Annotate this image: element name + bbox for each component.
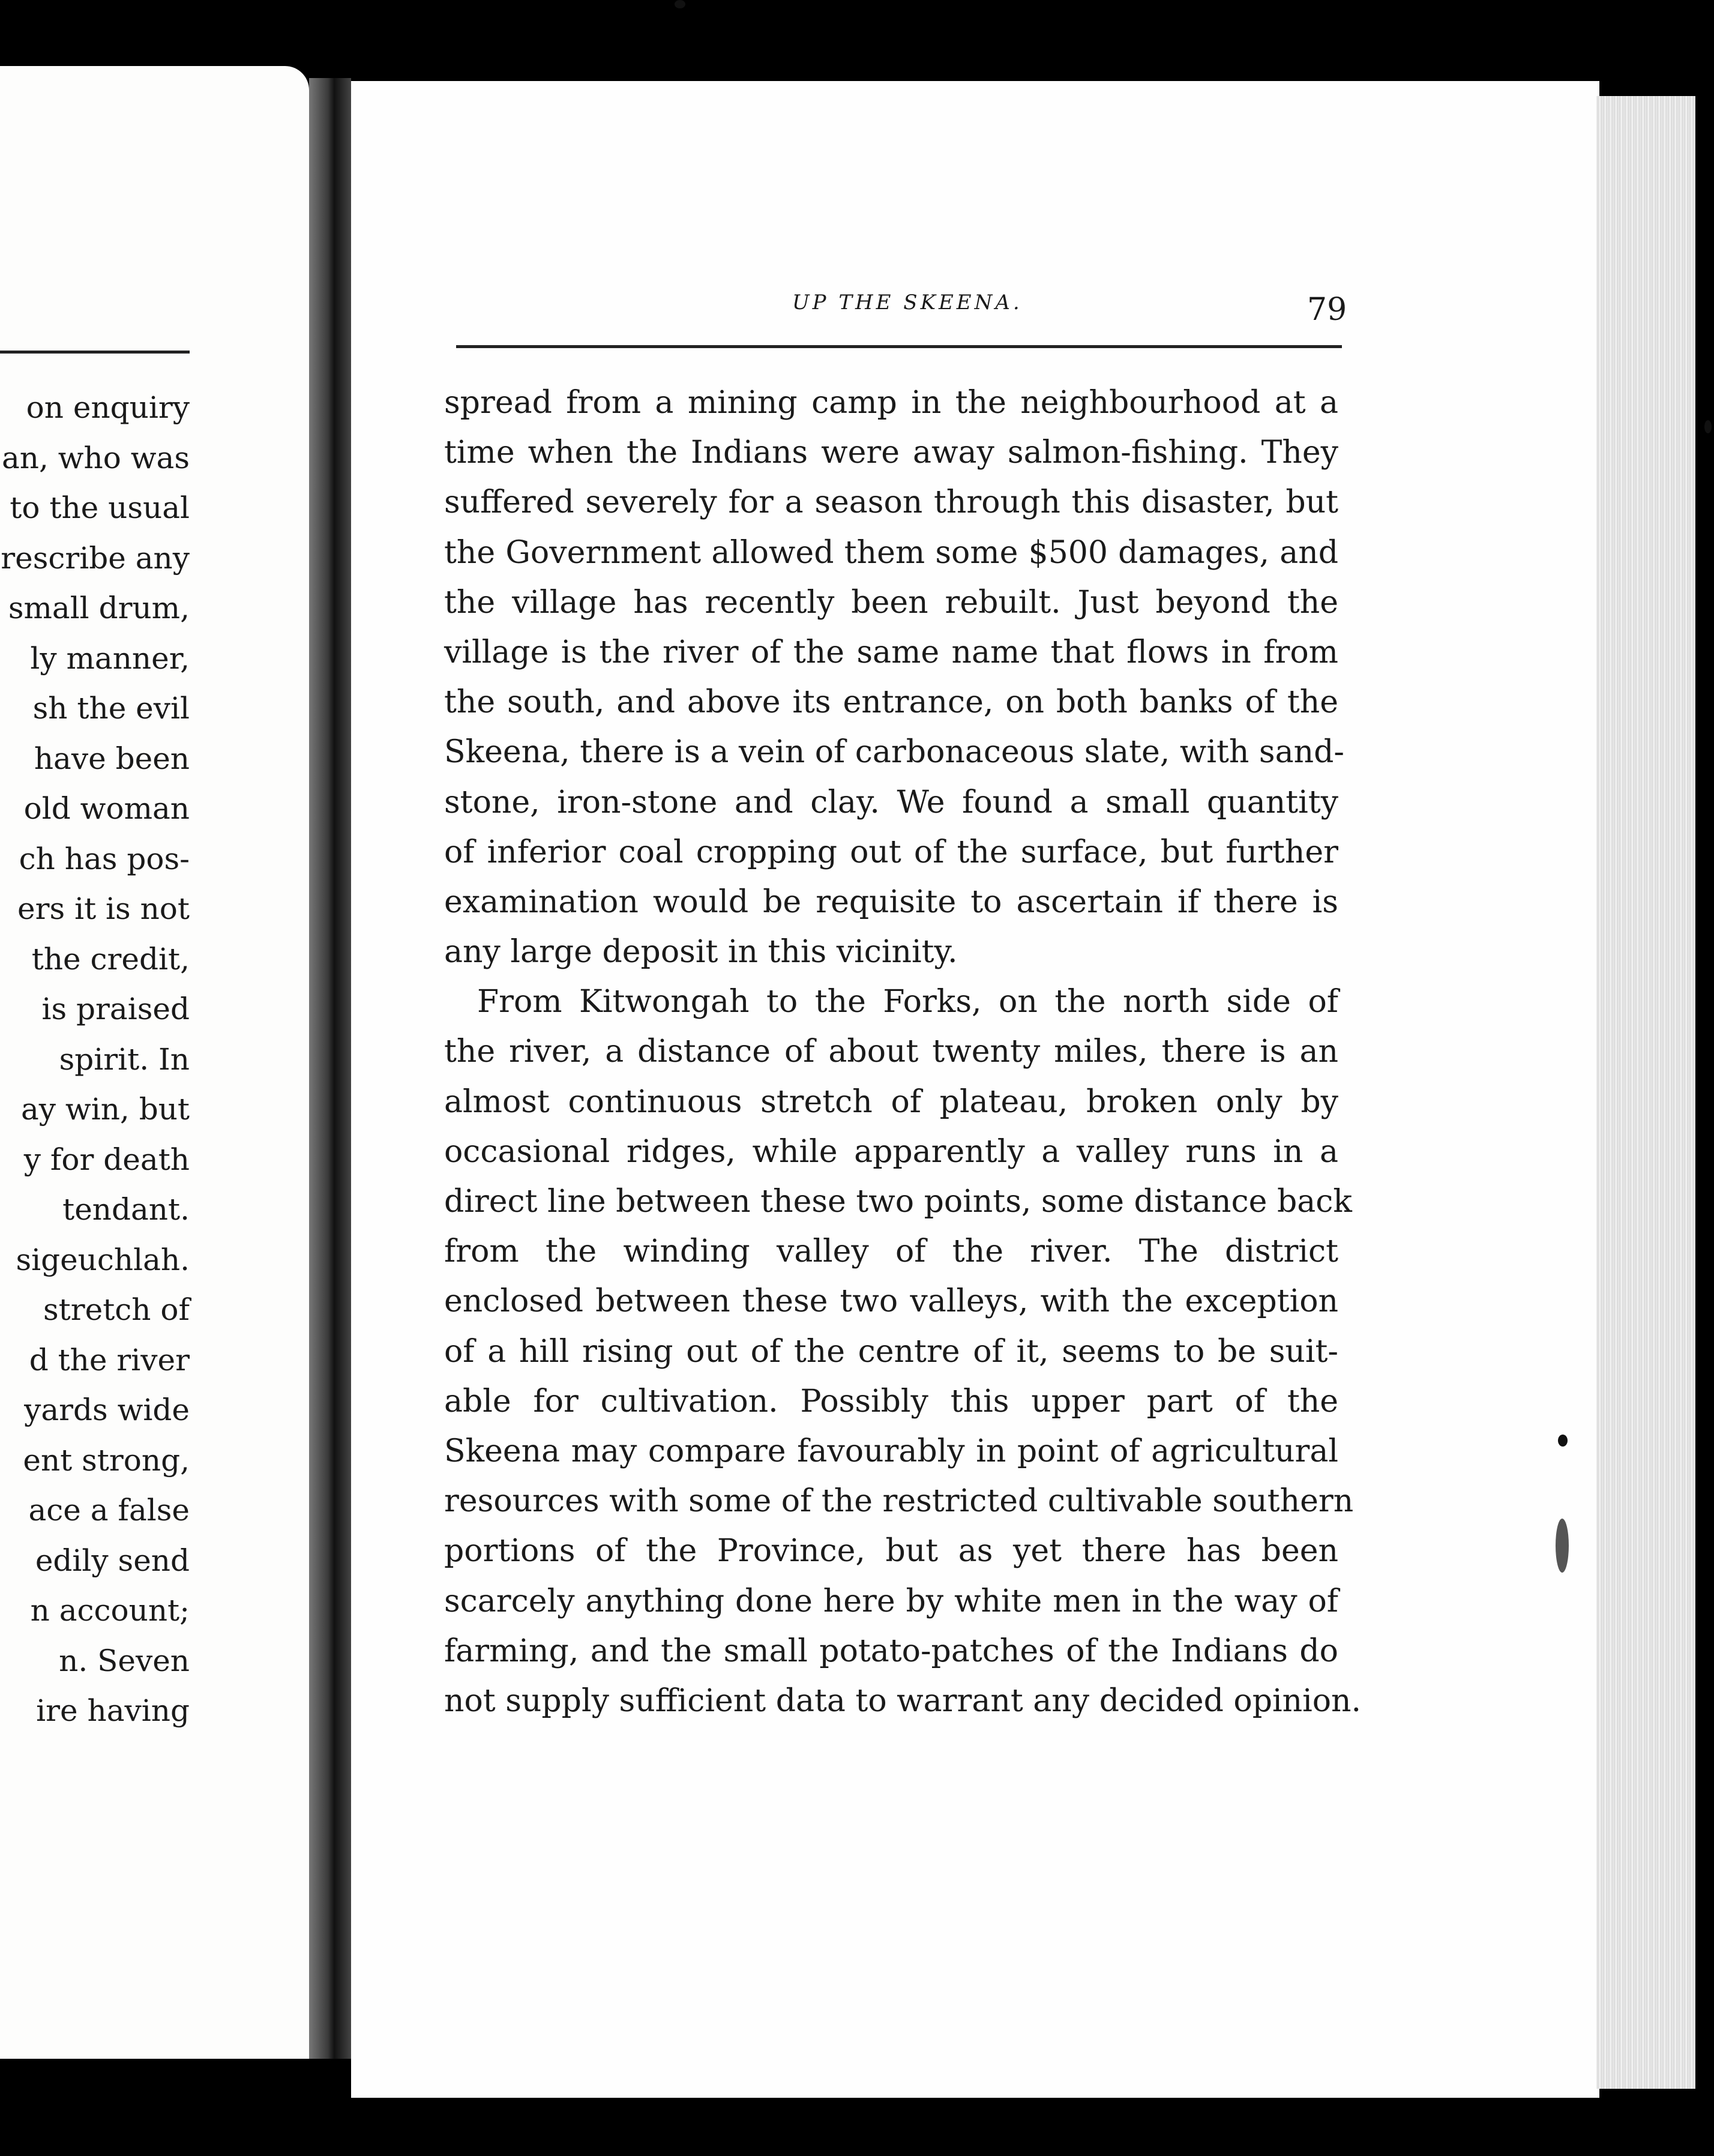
- text-line: the river, a distance of about twenty miles, there is an: [444, 1034, 1338, 1070]
- left-page-line: sh the evil: [32, 691, 190, 726]
- text-line: village is the river of the same name that flows in from: [444, 634, 1338, 670]
- left-page-line: is praised: [41, 992, 190, 1026]
- text-line: of a hill rising out of the centre of it, seems to be suit-: [444, 1333, 1338, 1370]
- text-line: the Government allowed them some $500 damages, and: [444, 534, 1338, 571]
- left-page-line: ace a false: [28, 1493, 190, 1528]
- left-page-line: on enquiry: [26, 390, 190, 425]
- text-line: spread from a mining camp in the neighbourhood at a: [444, 385, 1338, 421]
- left-page-line: sigeuchlah.: [16, 1242, 190, 1277]
- text-line: direct line between these two points, some distance back: [444, 1184, 1352, 1220]
- left-page-line: ch has pos-: [19, 841, 190, 876]
- page-edges: [1596, 96, 1695, 2089]
- text-line: the village has recently been rebuilt. Just beyond the: [444, 584, 1338, 621]
- text-line: time when the Indians were away salmon-fishing. They: [444, 435, 1338, 471]
- running-head: UP THE SKEENA.: [792, 291, 1023, 315]
- left-page-line: n account;: [30, 1593, 190, 1628]
- text-line: resources with some of the restricted cultivable southern: [444, 1483, 1354, 1520]
- text-line: not supply sufficient data to warrant any decided opinion.: [444, 1682, 1362, 1719]
- ink-speck: [675, 0, 685, 8]
- text-line: From Kitwongah to the Forks, on the north side of: [477, 984, 1338, 1020]
- page-number: 79: [1307, 292, 1347, 328]
- text-line: farming, and the small potato-patches of the Indians do: [444, 1633, 1338, 1669]
- left-page-line: have been: [34, 741, 190, 776]
- left-page-line: yards wide: [24, 1393, 190, 1427]
- left-page-line: ent strong,: [23, 1442, 190, 1478]
- text-line: Skeena may compare favourably in point of agricultural: [444, 1433, 1338, 1469]
- text-line: enclosed between these two valleys, with the exception: [444, 1283, 1338, 1320]
- left-page-line: n. Seven: [59, 1643, 190, 1678]
- text-line: suffered severely for a season through this disaster, but: [444, 484, 1338, 521]
- left-page-line: ly manner,: [30, 640, 190, 676]
- header-rule: [456, 345, 1342, 348]
- text-line: portions of the Province, but as yet there has been: [444, 1533, 1338, 1570]
- text-line: of inferior coal cropping out of the surface, but further: [444, 834, 1338, 870]
- paragraph: [444, 977, 1362, 1726]
- left-page-line: old woman: [23, 791, 190, 826]
- text-line: any large deposit in this vicinity.: [444, 934, 958, 971]
- left-page-header-rule: [0, 351, 190, 354]
- ink-speck: [1556, 1519, 1569, 1573]
- left-page-line: stretch of: [43, 1292, 190, 1327]
- left-page-line: the credit,: [31, 941, 190, 977]
- left-page-line: ire having: [36, 1693, 190, 1728]
- left-page-line: spirit. In: [59, 1041, 190, 1077]
- text-line: the south, and above its entrance, on both banks of the: [444, 684, 1338, 721]
- left-page-line: an, who was: [1, 440, 190, 475]
- left-page-line: d the river: [29, 1342, 190, 1378]
- left-page-text: [0, 383, 190, 1736]
- text-line: almost continuous stretch of plateau, broken only by: [444, 1083, 1338, 1120]
- text-line: scarcely anything done here by white men in the way of: [444, 1583, 1338, 1619]
- book-gutter: [309, 78, 351, 2059]
- left-page-line: y for death: [23, 1142, 190, 1177]
- paragraph: [444, 378, 1344, 977]
- left-page-line: ay win, but: [20, 1092, 190, 1127]
- left-page-line: tendant.: [62, 1192, 190, 1227]
- text-line: Skeena, there is a vein of carbonaceous slate, with sand-: [444, 734, 1344, 771]
- body-text: [444, 378, 1362, 1726]
- left-page-line: rescribe any: [1, 540, 190, 576]
- left-page-line: ers it is not: [17, 891, 190, 926]
- ink-speck: [1558, 1435, 1568, 1447]
- text-line: occasional ridges, while apparently a valley runs in a: [444, 1133, 1338, 1170]
- left-page-line: edily send: [35, 1543, 190, 1578]
- text-line: able for cultivation. Possibly this upper part of the: [444, 1383, 1338, 1420]
- text-line: stone, iron-stone and clay. We found a small quantity: [444, 784, 1338, 821]
- ink-speck: [1704, 420, 1712, 433]
- text-line: examination would be requisite to ascertain if there is: [444, 884, 1338, 920]
- left-page-line: small drum,: [8, 591, 190, 625]
- text-line: from the winding valley of the river. The district: [444, 1233, 1338, 1270]
- left-page-line: to the usual: [10, 490, 190, 525]
